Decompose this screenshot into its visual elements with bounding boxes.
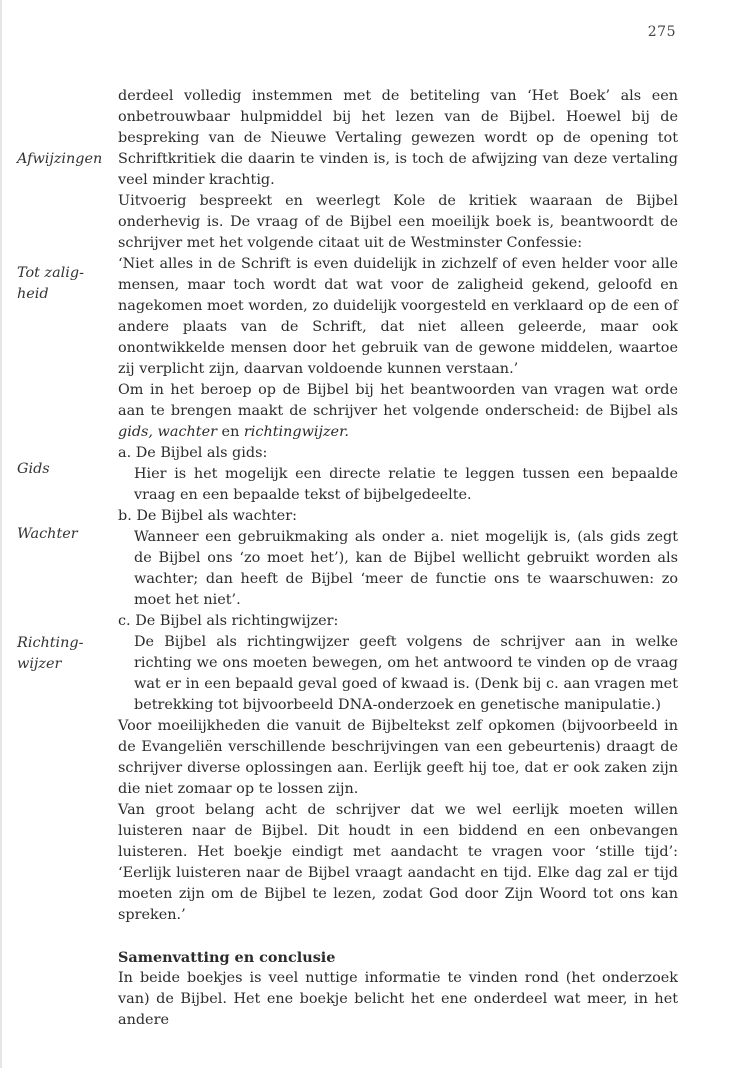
item-a-label: a. De Bijbel als gids: (118, 445, 268, 461)
margin-note-heid: heid (17, 286, 49, 302)
paragraph-onderscheid (118, 380, 678, 443)
margin-note-richting: Richting- (17, 635, 84, 651)
item-b-label: b. De Bijbel als wachter: (118, 508, 297, 524)
paragraph-kritiek: Uitvoerig bespreekt en weerlegt Kole de kritiek waaraan de Bijbel onderhevig is. De vraag of de Bijbel een moeilijk boek is, beantwoordt de schrijver met het volgende citaat uit de Westminster Confessie: (118, 193, 678, 251)
paragraph-samenvatting: In beide boekjes is veel nuttige informatie te vinden rond (het onderzoek van) de Bijbel. Het ene boekje belicht het ene onderdeel wat meer, in het andere (118, 970, 678, 1028)
paragraph-luisteren: Van groot belang acht de schrijver dat we wel eerlijk moeten willen luisteren naar de Bijbel. Dit houdt in een biddend en een onbevangen luisteren. Het boekje eindigt met aandacht te vragen voor ‘stille tijd’: ‘Eerlijk luisteren naar de Bijbel vraagt aandacht en tijd. Elke dag zal er tijd moeten zijn om de Bijbel te lezen, zodat God door Zijn Woord tot ons kan spreken.’ (118, 802, 678, 923)
body-text (118, 86, 678, 1031)
page-number: 275 (647, 24, 676, 40)
paragraph-intro: derdeel volledig instemmen met de betiteling van ‘Het Boek’ als een onbetrouwbaar hulpmiddel bij het lezen van de Bijbel. Hoewel bij de bespreking van de Nieuwe Vertaling gewezen wordt op de opening tot Schriftkritiek die daarin te vinden is, is toch de afwijzing van deze vertaling veel minder krachtig. (118, 88, 678, 188)
margin-note-afwijzingen: Afwijzingen (17, 151, 103, 167)
margin-note-wijzer: wijzer (17, 656, 62, 672)
section-heading: Samenvatting en conclusie (118, 949, 336, 966)
term-gids-wachter: gids, wachter (118, 424, 217, 440)
item-c-label: c. De Bijbel als richtingwijzer: (118, 613, 339, 629)
item-b-text: Wanneer een gebruikmaking als onder a. niet mogelijk is, (als gids zegt de Bijbel ons ‘zo moet het’), kan de Bijbel wellicht gebruikt worden als wachter; dan heeft de Bijbel ‘meer de functie ons te waarschuwen: zo moet het niet’. (134, 529, 678, 608)
paragraph-citaat: ‘Niet alles in de Schrift is even duidelijk in zichzelf of even helder voor alle mensen, maar toch wordt dat wat voor de zaligheid gekend, geloofd en nagekomen moet worden, zo duidelijk voorgesteld en verklaard op de een of andere plaats van de Schrift, dat niet alleen geleerde, maar ook onontwikkelde mensen door het gebruik van de gewone middelen, waartoe zij verplicht zijn, daarvan voldoende kunnen verstaan.’ (118, 256, 678, 377)
term-richtingwijzer: richtingwijzer. (243, 424, 349, 440)
margin-note-tot-zalig: Tot zalig- (17, 265, 84, 281)
term-en: en (221, 424, 240, 440)
item-a-text: Hier is het mogelijk een directe relatie te leggen tussen een bepaalde vraag en een bepaalde tekst of bijbelgedeelte. (134, 466, 678, 503)
item-c-text: De Bijbel als richtingwijzer geeft volgens de schrijver aan in welke richting we ons moeten bewegen, om het antwoord te vinden op de vraag wat er in een bepaald geval goed of kwaad is. (Denk bij c. aan vragen met betrekking tot bijvoorbeeld DNA-onderzoek en genetische manipulatie.) (134, 634, 678, 713)
page-edge (0, 0, 2, 1068)
onderscheid-text: Om in het beroep op de Bijbel bij het beantwoorden van vragen wat orde aan te brengen maakt de schrijver het volgende onderscheid: de Bijbel als (118, 382, 678, 419)
margin-note-wachter: Wachter (17, 526, 78, 542)
margin-note-gids: Gids (17, 461, 50, 477)
paragraph-moeilijkheden: Voor moeilijkheden die vanuit de Bijbeltekst zelf opkomen (bijvoorbeeld in de Evangeliën verschillende beschrijvingen van een gebeurtenis) draagt de schrijver diverse oplossingen aan. Eerlijk geeft hij toe, dat er ook zaken zijn die niet zomaar op te lossen zijn. (118, 718, 678, 797)
